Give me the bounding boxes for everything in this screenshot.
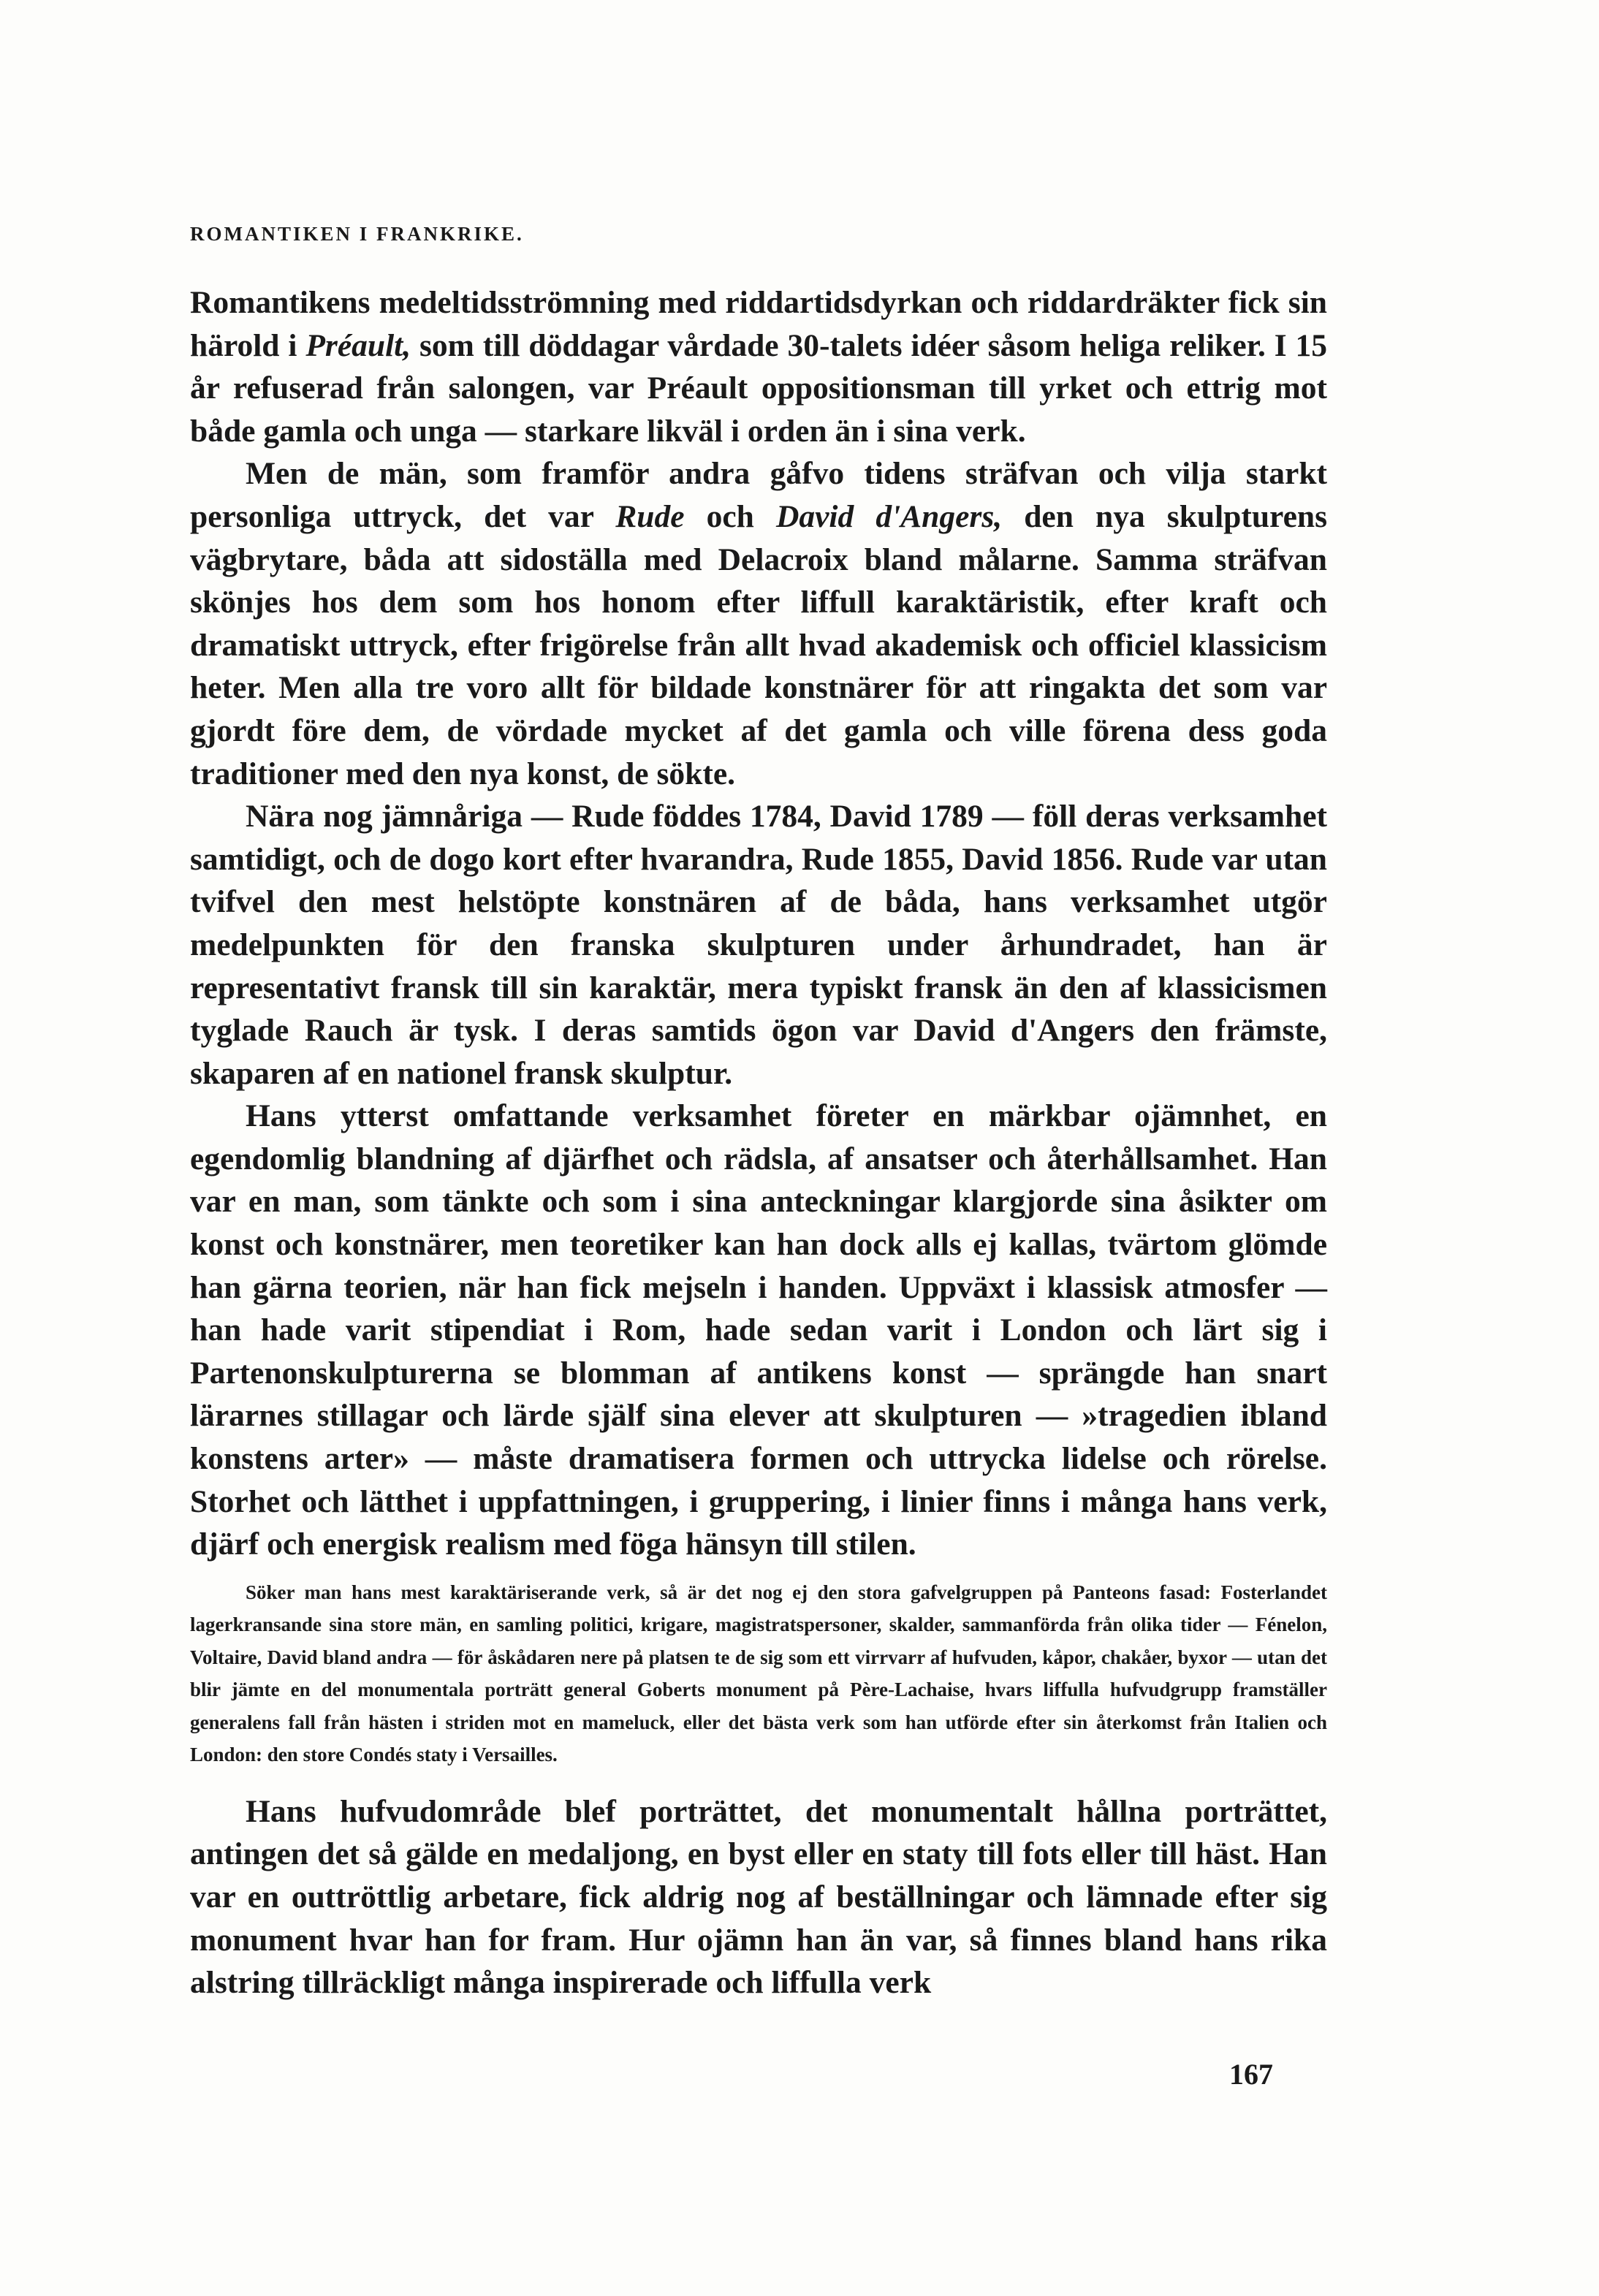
paragraph-3 <box>190 795 1327 1095</box>
text-run: Hans ytterst omfattande verksamhet företer en märkbar ojämnhet, en egendomlig blandning af djärfhet och rädsla, af ansatser och återhållsamhet. Han var en man, som tänkte och som i sina anteckningar klargjorde sina åsikter om konst och konstnärer, men teoretiker kan han dock alls ej kallas, tvärtom glömde han gärna teorien, när han fick mejseln i handen. Uppväxt i klassisk atmosfer — han hade varit stipendiat i Rom, hade sedan varit i London och lärt sig i Partenonskulpturerna se blomman af antikens konst — sprängde han snart lärarnes stillagar och lärde själf sina elever att skulpturen — »tragedien ibland konstens arter» — måste dramatisera formen och uttrycka lidelse och rörelse. Storhet och lätthet i uppfattningen, i gruppering, i linier finns i många hans verk, djärf och energisk realism med föga hänsyn till stilen. <box>190 1098 1327 1562</box>
paragraph-2 <box>190 452 1327 795</box>
small-print-note: Söker man hans mest karaktäriserande verk, så är det nog ej den stora gafvelgruppen på Panteons fasad: Fosterlandet lagerkransande sina store män, en samling politici, krigare, magistratspersoner, skalder, sammanförda från olika tider — Fénelon, Voltaire, David bland andra — för åskådaren nere på platsen te de sig som ett virrvarr af hufvuden, kåpor, chakåer, byxor — utan det blir jämte en del monumentala porträtt general Goberts monument på Père-Lachaise, hvars liffulla hufvudgrupp framställer generalens fall från hästen i striden mot en mameluck, eller det bästa verk som han utförde efter sin återkomst från Italien och London: den store Condés staty i Versailles. <box>190 1581 1327 1766</box>
name-preault: Préault, <box>305 327 411 363</box>
name-rude: Rude <box>615 498 685 534</box>
text-run: som till döddagar vårdade 30-talets idéer såsom heliga reliker. I 15 år refuserad från salongen, var Préault oppositionsman till yrket och ettrig mot både gamla och unga — starkare likväl i orden än i sina verk. <box>190 327 1328 449</box>
text-run: Romantikens medeltidsströmning med riddartidsdyrkan och riddardräkter fick sin härold i <box>190 285 1327 363</box>
text-run: Men de män, som framför andra gåfvo tidens sträfvan och vilja starkt personliga uttryck, det var <box>190 456 1327 534</box>
text-run: den nya skulpturens vägbrytare, båda att sidoställa med Delacroix bland målarne. Samma sträfvan skönjes hos dem som hos honom efter liffull karaktäristik, efter kraft och dramatiskt uttryck, efter frigörelse från allt hvad akademisk och officiel klassicism heter. Men alla tre voro allt för bildade konstnärer för att ringakta det som var gjordt före dem, de vördade mycket af det gamla och ville förena dess goda traditioner med den nya konst, de sökte. <box>190 498 1327 791</box>
body-text <box>190 281 1327 2004</box>
running-head: ROMANTIKEN I FRANKRIKE. <box>190 223 524 245</box>
paragraph-4 <box>190 1095 1327 1566</box>
paragraph-1 <box>190 281 1327 452</box>
paragraph-5: Hans hufvudområde blef porträttet, det monumentalt hållna porträttet, antingen det så gälde en medaljong, en byst eller en staty till fots eller till häst. Han var en outtröttlig arbetare, fick aldrig nog af beställningar och lämnade efter sig monument hvar han for fram. Hur ojämn han än var, så finnes bland hans rika alstring tillräckligt många inspirerade och liffulla verk <box>190 1793 1327 2001</box>
text-run: och <box>684 498 776 534</box>
name-david-dangers: David d'Angers, <box>775 498 1003 534</box>
text-run: Nära nog jämnåriga — Rude föddes 1784, David 1789 — föll deras verksamhet samtidigt, och de dogo kort efter hvarandra, Rude 1855, David 1856. Rude var utan tvifvel den mest helstöpte konstnären af de båda, hans verksamhet utgör medelpunkten för den franska skulpturen under århundradet, han är representativt fransk till sin karaktär, mera typiskt fransk än den af klassicismen tyglade Rauch är tysk. I deras samtids ögon var David d'Angers den främste, skaparen af en nationel fransk skulptur. <box>190 799 1327 1091</box>
page-number: 167 <box>1229 2058 1273 2091</box>
